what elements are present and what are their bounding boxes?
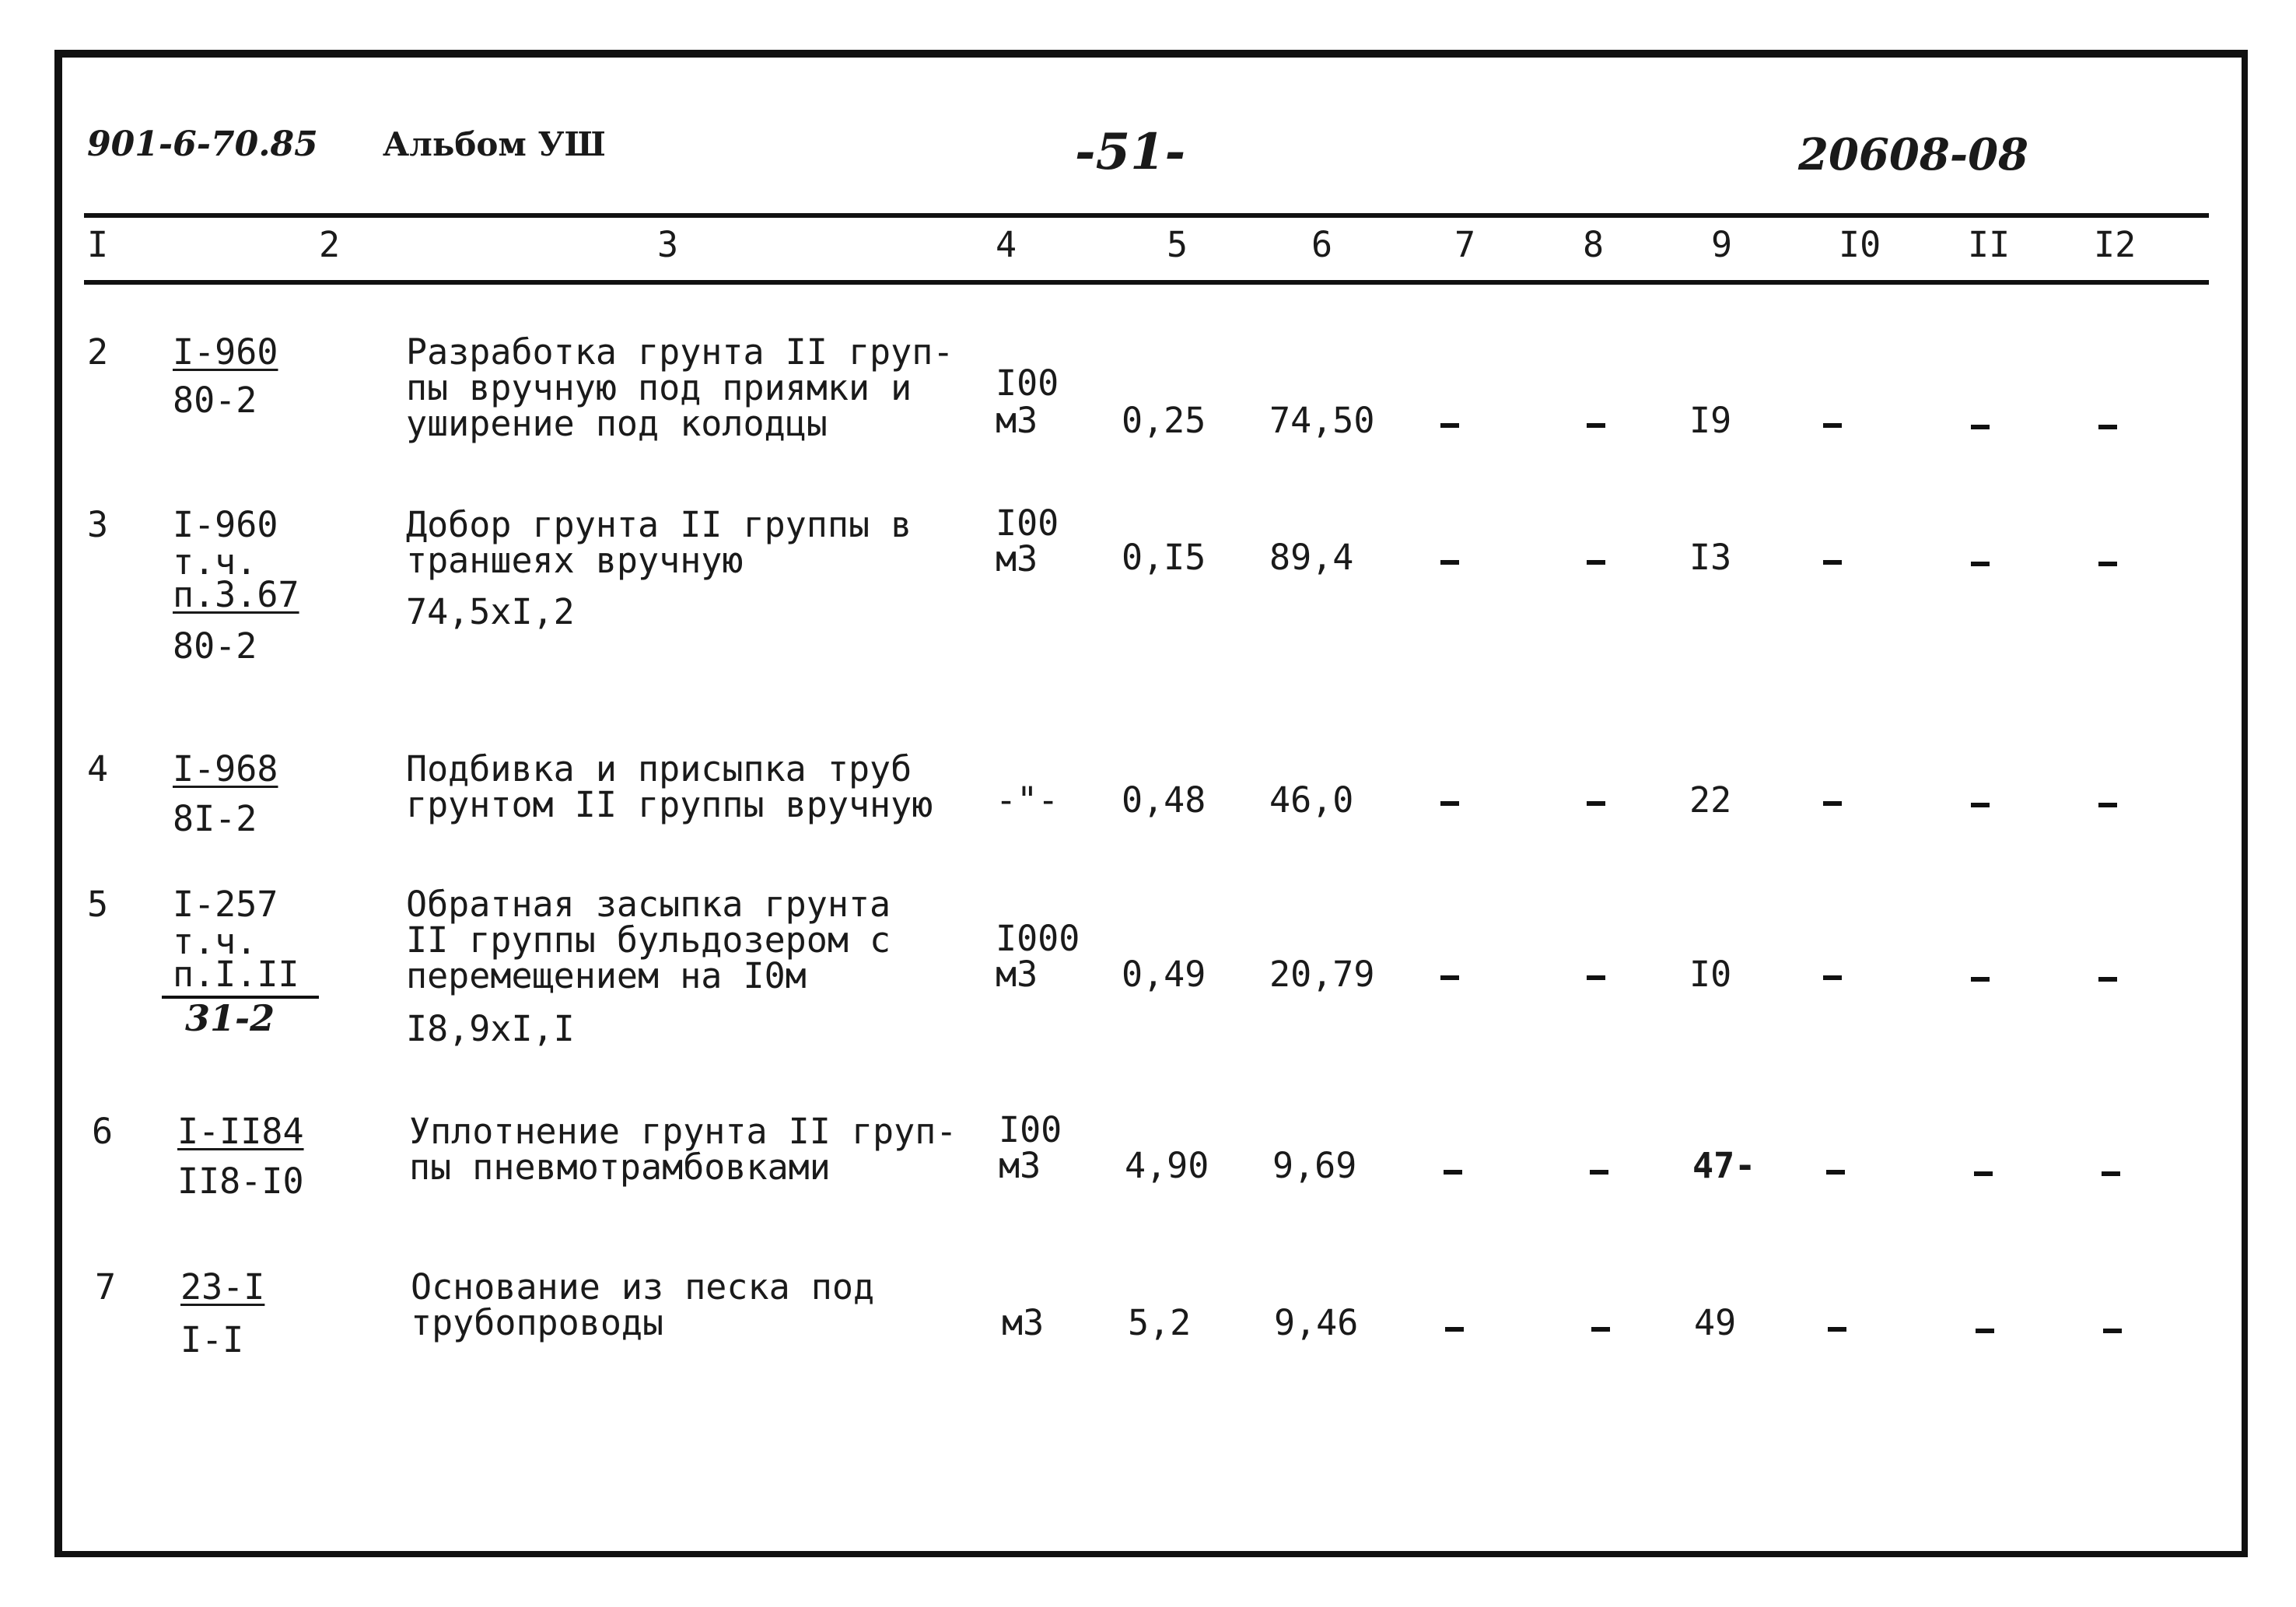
norm-code-denominator: 8I-2	[173, 798, 257, 839]
unit: I00	[996, 362, 1059, 404]
dash-7	[1445, 1327, 1464, 1332]
norm-code-denominator: 80-2	[173, 625, 257, 667]
dash-11	[1976, 1329, 1994, 1333]
sheet-code: 20608-08	[1798, 129, 2028, 180]
unit: м3	[996, 400, 1038, 441]
dash-8	[1590, 1170, 1608, 1175]
dash-10	[1828, 1327, 1846, 1332]
page-number: -51-	[1075, 123, 1186, 181]
norm-code-paragraph: п.I.II	[173, 954, 299, 995]
header-top-rule	[84, 213, 2209, 218]
dash-10	[1823, 801, 1842, 806]
dash-10	[1826, 1170, 1845, 1175]
rate: 74,50	[1269, 400, 1375, 441]
work-description: Подбивка и присыпка труб	[406, 748, 912, 789]
col-header-1: I	[87, 224, 109, 265]
col-9-value: I9	[1689, 400, 1732, 441]
norm-code-note: т.ч.	[173, 541, 257, 583]
col-9-value: I0	[1689, 954, 1732, 995]
norm-code: I-960	[173, 331, 278, 373]
dash-8	[1587, 560, 1605, 565]
quantity: 4,90	[1125, 1145, 1209, 1186]
unit: -"-	[996, 779, 1059, 821]
norm-code-denominator: I-I	[180, 1319, 244, 1360]
norm-code: 23-I	[180, 1266, 265, 1308]
work-description: Обратная засыпка грунта	[406, 884, 891, 925]
dash-12	[2098, 425, 2117, 429]
work-description: II группы бульдозером с	[406, 919, 891, 961]
dash-11	[1974, 1171, 1993, 1176]
unit: I00	[999, 1109, 1062, 1150]
col-9-value: 49	[1694, 1302, 1737, 1343]
row-number: 7	[95, 1266, 117, 1308]
col-9-value: 47-	[1692, 1145, 1756, 1186]
work-description: перемещением на I0м	[406, 955, 807, 996]
dash-12	[2102, 1171, 2120, 1176]
row-number: 4	[87, 748, 109, 789]
dash-12	[2098, 562, 2117, 566]
dash-7	[1440, 560, 1459, 565]
norm-code: I-960	[173, 504, 278, 545]
rate: 46,0	[1269, 779, 1354, 821]
work-description: Основание из песка под	[411, 1266, 875, 1308]
work-description: уширение под колодцы	[406, 403, 828, 444]
work-description: Добор грунта II группы в	[406, 504, 912, 545]
norm-code-denominator: II8-I0	[177, 1161, 304, 1202]
quantity: 0,I5	[1122, 537, 1206, 578]
dash-11	[1971, 425, 1990, 429]
col-header-4: 4	[996, 224, 1017, 265]
work-description: Разработка грунта II груп-	[406, 331, 954, 373]
work-description: трубопроводы	[411, 1302, 664, 1343]
work-description: грунтом II группы вручную	[406, 784, 933, 825]
dash-12	[2103, 1329, 2122, 1333]
norm-code-note: т.ч.	[173, 921, 257, 962]
rate: 20,79	[1269, 954, 1375, 995]
unit: I000	[996, 918, 1080, 959]
col-header-12: I2	[2094, 224, 2137, 265]
col-9-value: 22	[1689, 779, 1732, 821]
col-header-7: 7	[1454, 224, 1476, 265]
work-description: пы пневмотрамбовками	[409, 1147, 831, 1188]
norm-code-paragraph: п.3.67	[173, 574, 299, 615]
row-number: 3	[87, 504, 109, 545]
norm-code: I-II84	[177, 1111, 304, 1152]
unit: м3	[996, 954, 1038, 995]
norm-code-denominator: 80-2	[173, 380, 257, 421]
dash-10	[1823, 423, 1842, 428]
quantity: 0,25	[1122, 400, 1206, 441]
col-header-6: 6	[1311, 224, 1333, 265]
unit: I00	[996, 502, 1059, 544]
dash-8	[1587, 975, 1605, 980]
col-9-value: I3	[1689, 537, 1732, 578]
header-bottom-rule	[84, 280, 2209, 285]
dash-12	[2098, 803, 2117, 807]
calculation-note: I8,9хI,I	[406, 1008, 575, 1049]
norm-code: I-257	[173, 884, 278, 925]
row-number: 2	[87, 331, 109, 373]
dash-7	[1440, 801, 1459, 806]
col-header-10: I0	[1839, 224, 1881, 265]
norm-code: I-968	[173, 748, 278, 789]
dash-10	[1823, 560, 1842, 565]
quantity: 5,2	[1128, 1302, 1192, 1343]
col-header-11: II	[1968, 224, 2011, 265]
dash-12	[2098, 977, 2117, 982]
dash-8	[1591, 1327, 1610, 1332]
calculation-note: 74,5хI,2	[406, 591, 575, 632]
dash-10	[1823, 975, 1842, 980]
quantity: 0,48	[1122, 779, 1206, 821]
col-header-5: 5	[1167, 224, 1188, 265]
quantity: 0,49	[1122, 954, 1206, 995]
dash-8	[1587, 801, 1605, 806]
norm-code-denominator: 31-2	[185, 997, 275, 1039]
dash-11	[1971, 803, 1990, 807]
col-header-3: 3	[657, 224, 679, 265]
unit: м3	[999, 1145, 1041, 1186]
rate: 9,69	[1272, 1145, 1357, 1186]
row-number: 5	[87, 884, 109, 925]
rate: 89,4	[1269, 537, 1354, 578]
dash-7	[1444, 1170, 1462, 1175]
album-label: Альбом УШ	[383, 125, 606, 163]
doc-code: 901-6-70.85	[87, 124, 318, 164]
work-description: пы вручную под приямки и	[406, 367, 912, 408]
unit: м3	[1002, 1302, 1045, 1343]
row-number: 6	[92, 1111, 114, 1152]
dash-8	[1587, 423, 1605, 428]
work-description: траншеях вручную	[406, 540, 744, 581]
rate: 9,46	[1274, 1302, 1359, 1343]
unit: м3	[996, 538, 1038, 579]
dash-7	[1440, 975, 1459, 980]
dash-11	[1971, 562, 1990, 566]
dash-11	[1971, 977, 1990, 982]
col-header-8: 8	[1583, 224, 1605, 265]
col-header-2: 2	[319, 224, 341, 265]
col-header-9: 9	[1711, 224, 1733, 265]
dash-7	[1440, 423, 1459, 428]
work-description: Уплотнение грунта II груп-	[409, 1111, 957, 1152]
